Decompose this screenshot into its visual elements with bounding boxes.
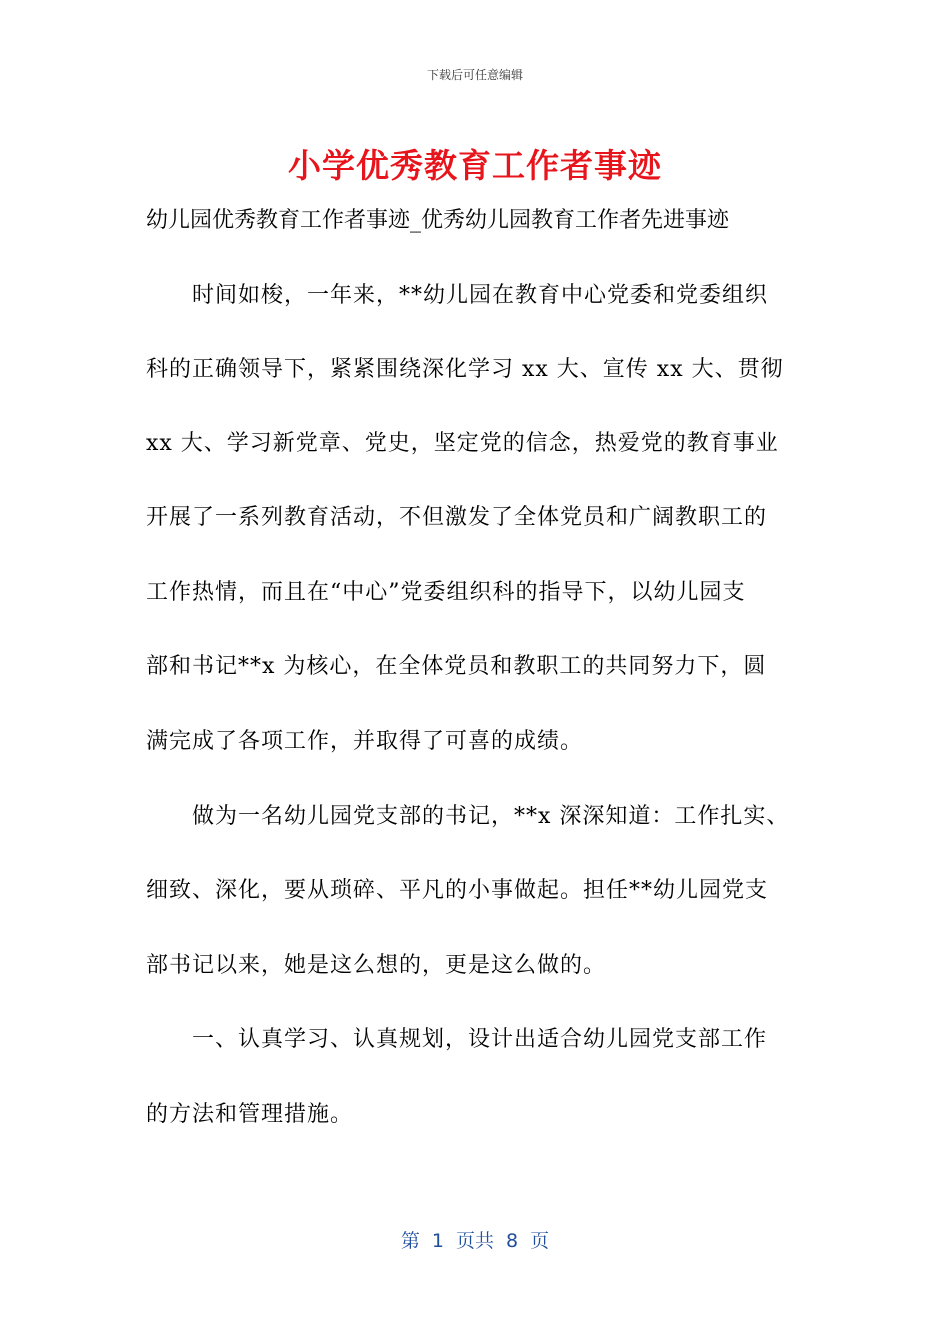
paragraph-line: 细致、深化，要从琐碎、平凡的小事做起。担任**幼儿园党支 <box>146 878 769 903</box>
page-label-suffix: 页 <box>530 1230 550 1252</box>
current-page-number: 1 <box>431 1230 444 1252</box>
paragraph-line: 满完成了各项工作，并取得了可喜的成绩。 <box>146 729 584 754</box>
paragraph-line: 时间如梭，一年来，**幼儿园在教育中心党委和党委组织 <box>192 283 769 308</box>
total-pages-number: 8 <box>506 1230 519 1252</box>
paragraph-line: 做为一名幼儿园党支部的书记，**x 深深知道：工作扎实、 <box>192 804 790 829</box>
paragraph-line: 的方法和管理措施。 <box>146 1102 354 1127</box>
paragraph-line: 部书记以来，她是这么想的，更是这么做的。 <box>146 953 607 978</box>
paragraph-line: xx 大、学习新党章、党史，坚定党的信念，热爱党的教育事业 <box>146 431 779 456</box>
paragraph-line: 工作热情，而且在“中心”党委组织科的指导下，以幼儿园支 <box>146 580 746 605</box>
paragraph-line: 科的正确领导下，紧紧围绕深化学习 xx 大、宣传 xx 大、贯彻 <box>146 357 784 382</box>
page-label-prefix: 第 <box>400 1230 420 1252</box>
header-note: 下载后可任意编辑 <box>426 68 523 82</box>
paragraph-line: 开展了一系列教育活动，不但激发了全体党员和广阔教职工的 <box>146 505 768 530</box>
paragraph-line: 一、认真学习、认真规划，设计出适合幼儿园党支部工作 <box>192 1027 768 1052</box>
paragraph-line: 部和书记**x 为核心，在全体党员和教职工的共同努力下，圆 <box>146 654 767 679</box>
document-subtitle: 幼儿园优秀教育工作者事迹_优秀幼儿园教育工作者先进事迹 <box>146 208 730 233</box>
page-label-mid: 页共 <box>455 1230 494 1252</box>
page-number-footer <box>0 1226 950 1253</box>
document-title: 小学优秀教育工作者事迹 <box>288 146 662 185</box>
